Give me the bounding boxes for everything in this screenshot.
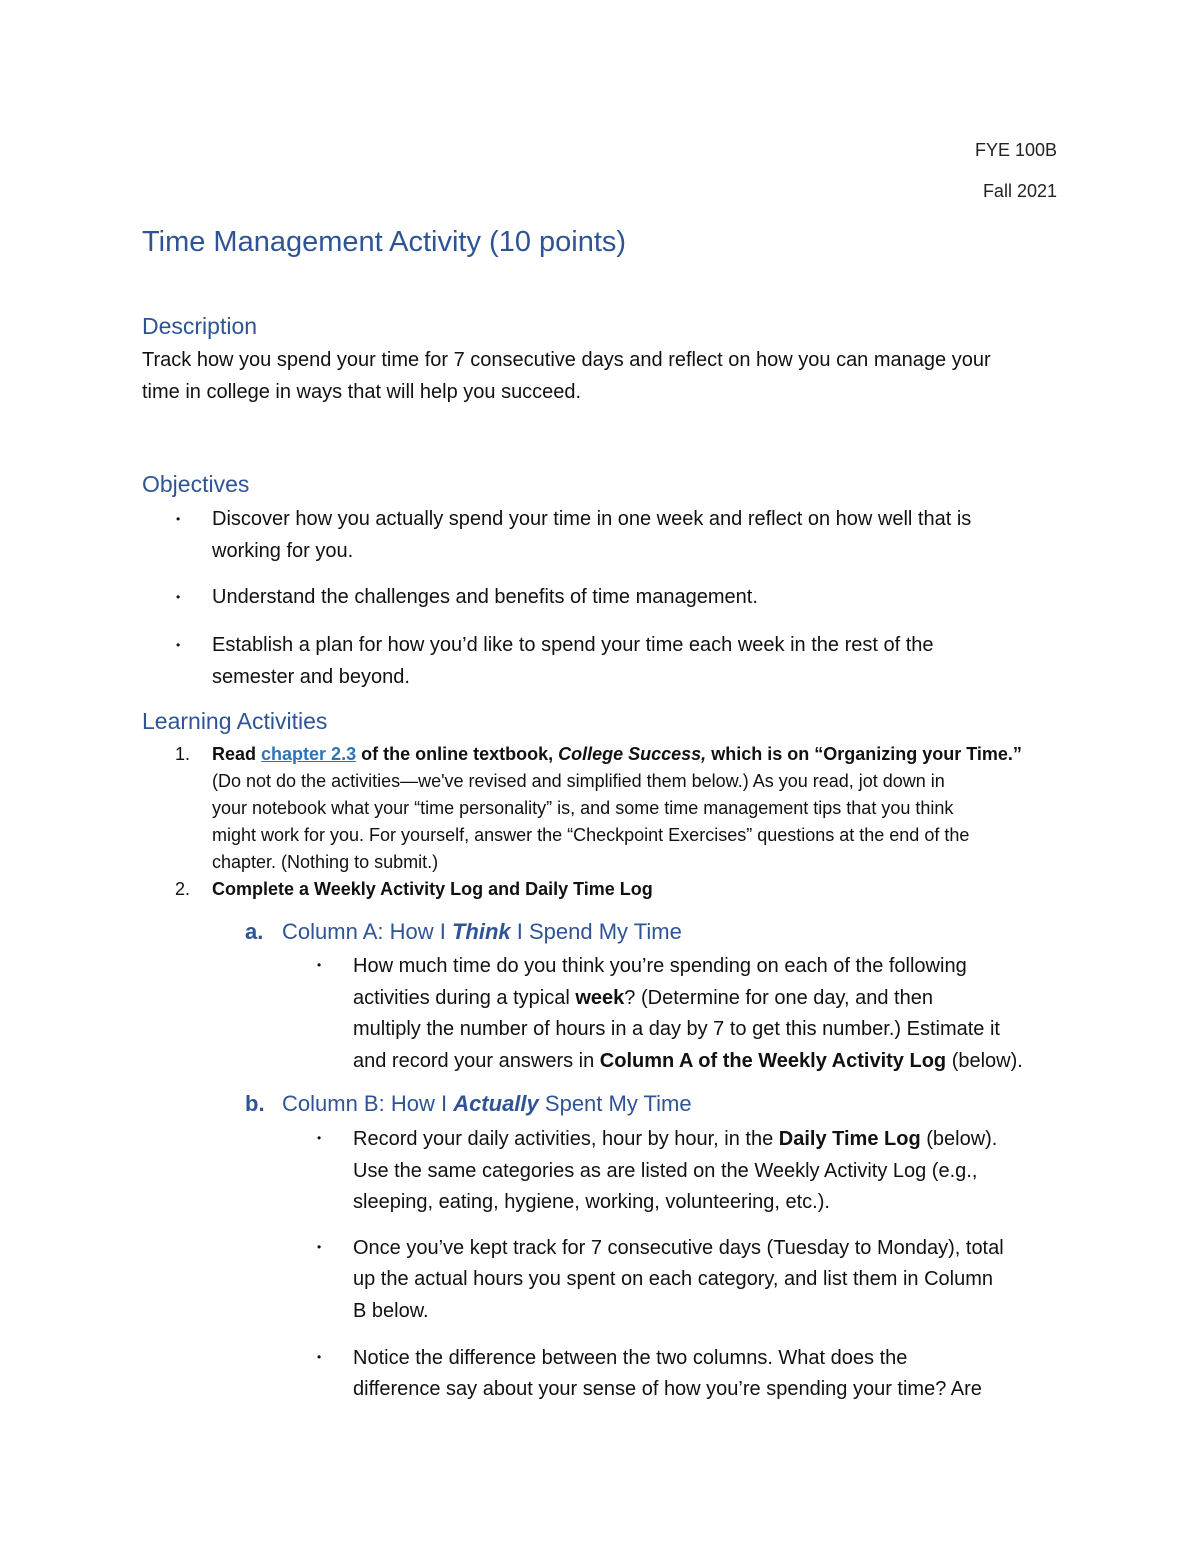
description-line-2: time in college in ways that will help you succeed. bbox=[142, 381, 582, 403]
term: Fall 2021 bbox=[982, 181, 1057, 201]
column-b-letter: b. bbox=[245, 1091, 265, 1116]
column-b-bullet-2-line-2: up the actual hours you spent on each category, and list them in Column bbox=[353, 1268, 994, 1290]
item-1-mid: of the online textbook, bbox=[361, 744, 554, 764]
description-heading: Description bbox=[142, 313, 258, 339]
read-label: Read bbox=[212, 744, 257, 764]
column-b-bullet-1-line-1: Record your daily activities, hour by hour, in the Daily Time Log (below). bbox=[353, 1128, 998, 1150]
bullet-icon: • bbox=[176, 590, 181, 604]
bullet-icon: • bbox=[317, 1350, 322, 1364]
column-a-heading: Column A: How I Think I Spend My Time bbox=[282, 919, 682, 944]
column-a-letter: a. bbox=[245, 919, 264, 944]
item-1-end: which is on “Organizing your Time.” bbox=[711, 744, 1022, 764]
column-a-line-4: and record your answers in Column A of the Weekly Activity Log (below). bbox=[353, 1050, 1023, 1072]
learning-activities-heading: Learning Activities bbox=[142, 708, 328, 734]
list-number-2: 2. bbox=[175, 879, 191, 899]
column-b-bullet-2-line-3: B below. bbox=[353, 1300, 429, 1322]
bullet-icon: • bbox=[317, 1131, 322, 1145]
column-b-bullet-2-line-1: Once you’ve kept track for 7 consecutive days (Tuesday to Monday), total bbox=[353, 1237, 1004, 1259]
column-b-heading: Column B: How I Actually Spent My Time bbox=[282, 1091, 692, 1116]
column-a-line-2: activities during a typical week? (Determine for one day, and then bbox=[353, 987, 933, 1009]
item-1-line-3: your notebook what your “time personality” is, and some time management tips that you think bbox=[212, 798, 954, 818]
item-1-line-4: might work for you. For yourself, answer the “Checkpoint Exercises” questions at the end of the bbox=[212, 825, 970, 845]
objective-1-line-2: working for you. bbox=[212, 540, 354, 562]
objective-1-line-1: Discover how you actually spend your time in one week and reflect on how well that is bbox=[212, 508, 972, 530]
objectives-heading: Objectives bbox=[142, 471, 250, 497]
description-line-1: Track how you spend your time for 7 consecutive days and reflect on how you can manage your bbox=[142, 349, 991, 371]
book-title: College Success, bbox=[558, 744, 707, 764]
column-a-emphasis: Think bbox=[451, 919, 511, 944]
bullet-icon: • bbox=[317, 1240, 322, 1254]
item-1-line-1 bbox=[212, 741, 1022, 768]
bullet-icon: • bbox=[176, 512, 181, 526]
page-title: Time Management Activity (10 points) bbox=[142, 226, 627, 258]
column-a-line-3: multiply the number of hours in a day by 7 to get this number.) Estimate it bbox=[353, 1018, 1000, 1040]
course-code: FYE 100B bbox=[974, 140, 1057, 160]
column-a-line-1: How much time do you think you’re spending on each of the following bbox=[353, 955, 967, 977]
item-1-line-5: chapter. (Nothing to submit.) bbox=[212, 852, 439, 872]
column-b-bullet-1-line-2: Use the same categories as are listed on the Weekly Activity Log (e.g., bbox=[353, 1160, 978, 1182]
column-b-bullet-3-line-2: difference say about your sense of how you’re spending your time? Are bbox=[353, 1378, 982, 1400]
item-2-text: Complete a Weekly Activity Log and Daily Time Log bbox=[212, 879, 653, 899]
objective-3-line-2: semester and beyond. bbox=[212, 666, 410, 688]
list-number-1: 1. bbox=[175, 744, 191, 764]
bullet-icon: • bbox=[317, 958, 322, 972]
column-b-bullet-1-line-3: sleeping, eating, hygiene, working, volunteering, etc.). bbox=[353, 1191, 830, 1213]
objective-3-line-1: Establish a plan for how you’d like to spend your time each week in the rest of the bbox=[212, 634, 934, 656]
item-1-line-2: (Do not do the activities—we've revised and simplified them below.) As you read, jot down in bbox=[212, 771, 945, 791]
objective-2-line-1: Understand the challenges and benefits of time management. bbox=[212, 586, 758, 608]
bullet-icon: • bbox=[176, 638, 181, 652]
column-b-bullet-3-line-1: Notice the difference between the two columns. What does the bbox=[353, 1347, 908, 1369]
column-b-emphasis: Actually bbox=[453, 1091, 539, 1116]
chapter-link[interactable]: chapter 2.3 bbox=[261, 744, 357, 764]
